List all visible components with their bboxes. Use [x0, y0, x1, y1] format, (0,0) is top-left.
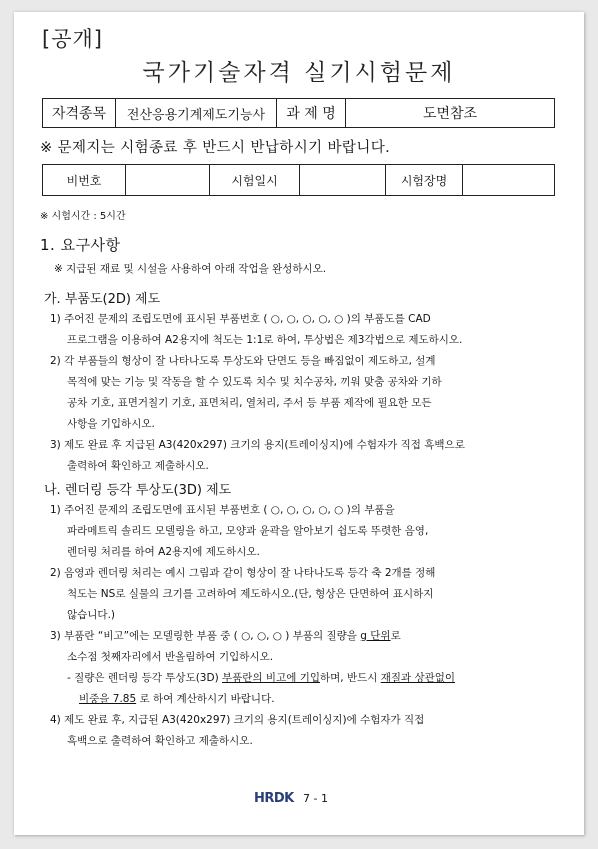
mass-unit: g 단위: [360, 630, 391, 642]
part-b-item3-line2: 소수점 첫째자리에서 반올림하여 기입하시오.: [67, 651, 274, 663]
requirements-intro: ※ 지급된 재료 및 시설을 사용하여 아래 작업을 완성하시오.: [54, 263, 327, 275]
part-b-line: 파라메트릭 솔리드 모델링을 하고, 모양과 윤곽을 알아보기 쉽도록 뚜렷한 음영,: [67, 525, 429, 537]
id-table: [42, 164, 555, 196]
exam-date-label: 시험일시: [210, 165, 300, 196]
exam-number-label: 비번호: [43, 165, 126, 196]
page-title: 국가기술자격 실기시험문제: [142, 60, 456, 86]
part-b-line: 렌더링 처리를 하여 A2용지에 제도하시오.: [67, 546, 260, 558]
exam-page: [14, 12, 584, 835]
part-b-line: 2) 음영과 렌더링 처리는 예시 그림과 같이 형상이 잘 나타나도록 등각 축 2개를 정해: [50, 567, 436, 579]
info-table: [42, 98, 555, 128]
part-b-line: 않습니다.): [67, 609, 116, 621]
return-notice: ※ 문제지는 시험종료 후 반드시 반납하시기 바랍니다.: [40, 140, 391, 156]
part-a-line: 프로그램을 이용하여 A2용지에 척도는 1:1로 하여, 투상법은 제3각법으로 제도하시오.: [67, 334, 463, 346]
part-a-line: 3) 제도 완료 후 지급된 A3(420x297) 크기의 용지(트레이싱지)에 수험자가 직접 흑백으로: [50, 439, 465, 451]
qualification-value: 전산응용기계제도기능사: [116, 99, 277, 128]
task-value: 도면참조: [346, 99, 555, 128]
requirements-heading: 1. 요구사항: [40, 236, 121, 254]
part-a-line: 1) 주어진 문제의 조립도면에 표시된 부품번호 ( ○, ○, ○, ○, ○ )의 부품도를 CAD: [50, 313, 431, 325]
part-a-heading: 가. 부품도(2D) 제도: [44, 292, 161, 307]
part-a-line: 2) 각 부품들의 형상이 잘 나타나도록 투상도와 단면도 등을 빠짐없이 제도하고, 설계: [50, 355, 436, 367]
exam-date-value: [300, 165, 386, 196]
part-a-line: 공차 기호, 표면거칠기 기호, 표면처리, 열처리, 주서 등 부품 제작에 필요한 모든: [67, 397, 432, 409]
part-b-item3-sub: - 질량은 렌더링 등각 투상도(3D) 부품란의 비고에 기입하며, 반드시 재질과 상관없이: [67, 672, 456, 684]
hrdk-logo: HRDK: [254, 791, 294, 806]
part-b-heading: 나. 렌더링 등각 투상도(3D) 제도: [44, 483, 232, 498]
part-a-line: 목적에 맞는 기능 및 작동을 할 수 있도록 치수 및 치수공차, 끼워 맞춤 공차와 기하: [67, 376, 442, 388]
qualification-label: 자격종목: [43, 99, 116, 128]
part-b-line: 1) 주어진 문제의 조립도면에 표시된 부품번호 ( ○, ○, ○, ○, ○ )의 부품을: [50, 504, 395, 516]
part-b-line: 척도는 NS로 실물의 크기를 고려하여 제도하시오.(단, 형상은 단면하여 표시하지: [67, 588, 434, 600]
part-b-item4-line2: 흑백으로 출력하여 확인하고 제출하시오.: [67, 735, 253, 747]
part-a-line: 출력하여 확인하고 제출하시오.: [67, 460, 209, 472]
part-b-item3: 3) 부품란 “비고”에는 모델링한 부품 중 ( ○, ○, ○ ) 부품의 질량을 g 단위로: [50, 630, 401, 642]
part-b-item4: 4) 제도 완료 후, 지급된 A3(420x297) 크기의 용지(트레이싱지)에 수험자가 직접: [50, 714, 425, 726]
part-a-line: 사항을 기입하시오.: [67, 418, 155, 430]
exam-number-value: [126, 165, 210, 196]
public-tag: [공개]: [42, 27, 103, 51]
page-number: 7 - 1: [303, 792, 328, 805]
part-b-item3-sub2: 비중을 7.85 로 하여 계산하시기 바랍니다.: [79, 693, 275, 705]
exam-site-value: [463, 165, 555, 196]
exam-time-note: ※ 시험시간 : 5시간: [40, 211, 126, 222]
exam-site-label: 시험장명: [386, 165, 463, 196]
task-label: 과 제 명: [277, 99, 346, 128]
